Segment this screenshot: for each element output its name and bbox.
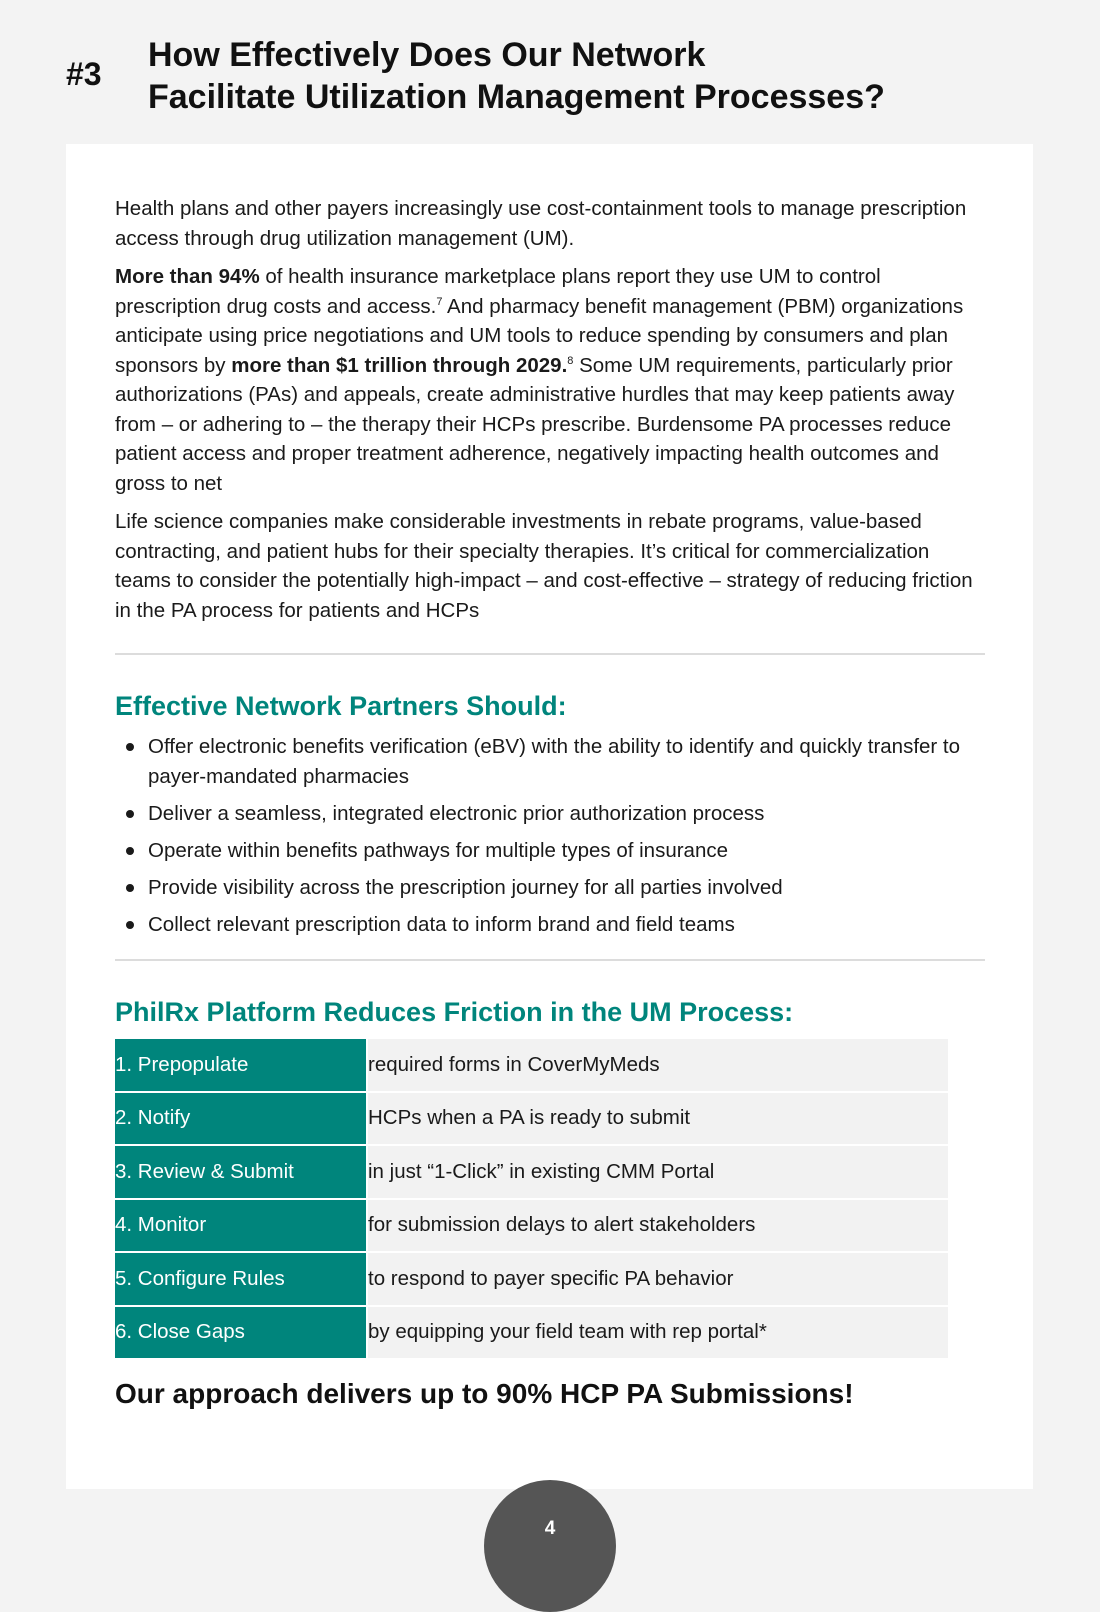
intro-paragraph-1: Health plans and other payers increasingly use cost-containment tools to manage prescription access through drug utilization management (UM).	[115, 197, 967, 250]
platform-heading: PhilRx Platform Reduces Friction in the UM Process:	[115, 997, 794, 1027]
list-item	[115, 910, 985, 940]
section-number: #3	[66, 56, 102, 92]
list-item	[115, 873, 985, 903]
intro-p2-text-1: of health insurance marketplace plans report they use UM to control prescription drug costs and access.	[115, 265, 881, 318]
step-description-cell: for submission delays to alert stakeholders	[367, 1199, 948, 1253]
bullet-icon	[126, 810, 134, 818]
divider	[115, 653, 985, 655]
bullet-icon	[126, 884, 134, 892]
list-item	[115, 799, 985, 829]
step-description-cell: by equipping your field team with rep portal*	[367, 1306, 948, 1360]
list-item-text: Deliver a seamless, integrated electronic prior authorization process	[148, 801, 765, 825]
page-number: 4	[544, 1518, 556, 1539]
step-description-cell: in just “1-Click” in existing CMM Portal	[367, 1145, 948, 1199]
step-name-cell: 6. Close Gaps	[115, 1306, 367, 1360]
content-card	[66, 144, 1033, 1489]
bullet-icon	[126, 743, 134, 751]
list-item-text: Operate within benefits pathways for multiple types of insurance	[148, 838, 728, 862]
list-item-text: Offer electronic benefits verification (eBV) with the ability to identify and quickly transfer to payer-mandated pharmacies	[148, 735, 961, 788]
bullet-icon	[126, 847, 134, 855]
table-row	[115, 1145, 948, 1199]
table-row	[115, 1092, 948, 1146]
bullet-icon	[126, 921, 134, 929]
partners-heading: Effective Network Partners Should:	[115, 691, 567, 721]
steps-table	[115, 1039, 948, 1360]
title-line-2: Facilitate Utilization Management Processes?	[148, 78, 885, 116]
list-item	[115, 732, 985, 791]
table-row	[115, 1039, 948, 1092]
partners-list	[115, 732, 985, 939]
step-description-cell: required forms in CoverMyMeds	[367, 1039, 948, 1092]
divider	[115, 959, 985, 961]
intro-paragraph-3: Life science companies make considerable investments in rebate programs, value-based contracting, and patient hubs for their specialty therapies. It’s critical for commercialization teams to consider the potentially high-impact – and cost-effective – strategy of reducing friction in the PA process for patients and HCPs	[115, 510, 973, 622]
step-description-cell: HCPs when a PA is ready to submit	[367, 1092, 948, 1146]
footnote-7: 7	[436, 295, 443, 308]
page-header	[0, 0, 1100, 140]
intro-paragraph-2	[115, 262, 985, 498]
step-name-cell: 1. Prepopulate	[115, 1039, 367, 1092]
closing-statement: Our approach delivers up to 90% HCP PA Submissions!	[115, 1378, 854, 1409]
table-row	[115, 1252, 948, 1306]
stat-94-percent: More than 94%	[115, 265, 260, 288]
step-name-cell: 3. Review & Submit	[115, 1145, 367, 1199]
table-row	[115, 1306, 948, 1360]
list-item-text: Provide visibility across the prescription journey for all parties involved	[148, 875, 783, 899]
list-item	[115, 836, 985, 866]
intro-p2-text-3: Some UM requirements, particularly prior authorizations (PAs) and appeals, create administrative hurdles that may keep patients away from – or adhering to – the therapy their HCPs prescribe. Burdensome PA processes reduce patient access and proper treatment adherence, negatively impacting health outcomes and gross to net	[115, 353, 955, 495]
list-item-text: Collect relevant prescription data to inform brand and field teams	[148, 912, 735, 936]
content-body	[115, 194, 985, 1410]
footnote-8: 8	[567, 354, 574, 367]
page-title	[148, 34, 885, 118]
title-line-1: How Effectively Does Our Network	[148, 36, 706, 74]
intro-p2-text-2: And pharmacy benefit management (PBM) organizations anticipate using price negotiations and UM tools to reduce spending by consumers and plan sponsors by	[115, 294, 964, 377]
stat-1-trillion: more than $1 trillion through 2029.	[231, 353, 568, 377]
table-row	[115, 1199, 948, 1253]
step-name-cell: 5. Configure Rules	[115, 1252, 367, 1306]
step-name-cell: 2. Notify	[115, 1092, 367, 1146]
page-number-badge	[484, 1480, 616, 1612]
step-name-cell: 4. Monitor	[115, 1199, 367, 1253]
step-description-cell: to respond to payer specific PA behavior	[367, 1252, 948, 1306]
